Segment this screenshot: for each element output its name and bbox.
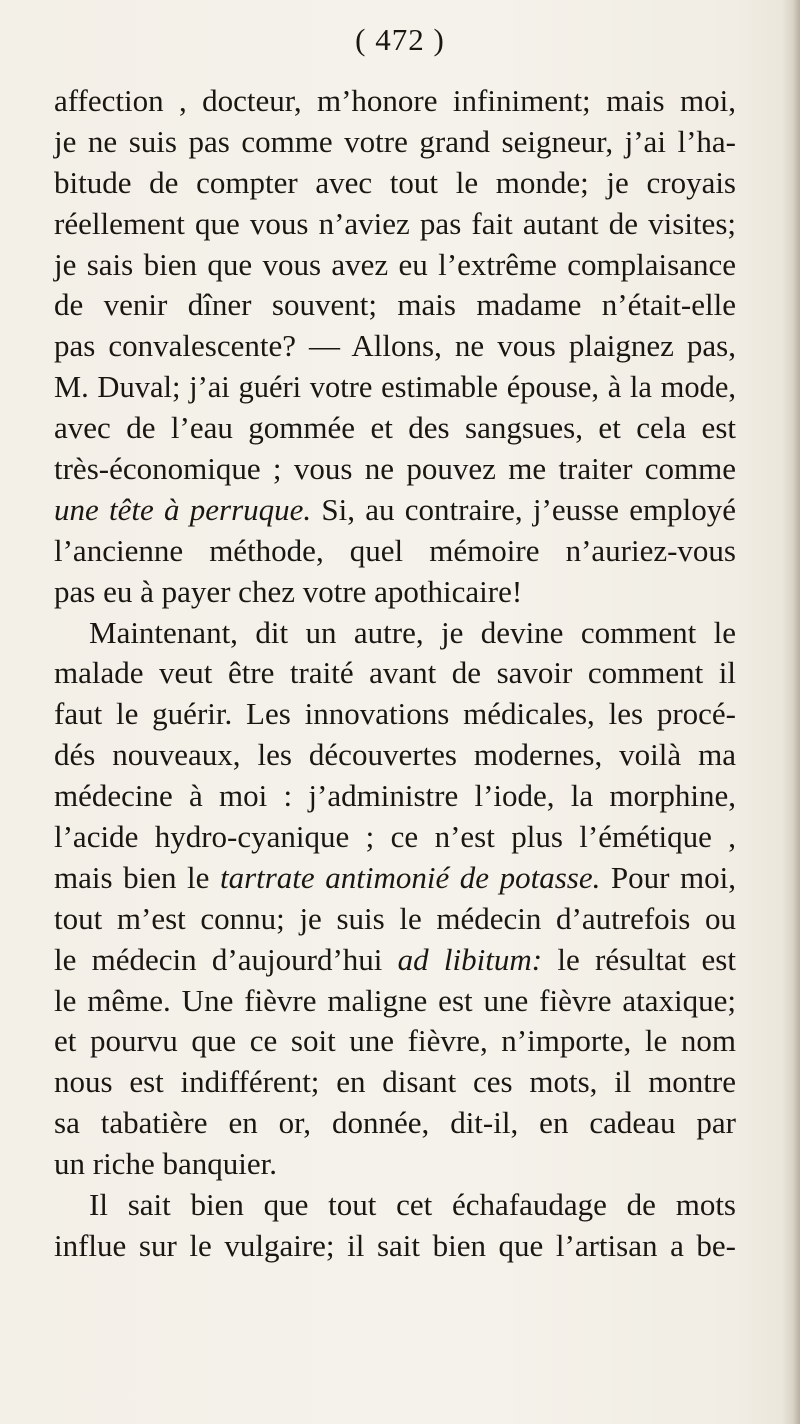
text-run: Si, au contraire, j’eusse employé	[311, 491, 736, 527]
text-run: un riche banquier.	[54, 1146, 277, 1182]
text-line	[54, 694, 736, 735]
page-number: ( 472 )	[355, 22, 445, 57]
text-line	[54, 653, 736, 694]
italic-phrase: une tête à perruque.	[54, 491, 312, 527]
text-line	[54, 490, 736, 531]
text-run: mais bien le	[54, 859, 220, 895]
text-line	[54, 858, 736, 899]
text-line	[54, 735, 736, 776]
text-run: faut le guérir. Les innovations médicales, les procé-	[54, 696, 736, 732]
text-line	[54, 449, 736, 490]
text-run: médecine à moi : j’administre l’iode, la morphine,	[54, 778, 736, 814]
body-text	[54, 81, 736, 1267]
text-run: affection , docteur, m’honore infiniment; mais moi,	[54, 83, 736, 118]
text-line	[54, 245, 736, 286]
text-run: réellement que vous n’aviez pas fait autant de visites;	[54, 205, 736, 241]
text-run: le même. Une fièvre maligne est une fièvre ataxique;	[54, 982, 736, 1018]
text-run: pas eu à payer chez votre apothicaire!	[54, 573, 523, 609]
text-line	[54, 613, 736, 654]
text-line	[54, 285, 736, 326]
text-run: avec de l’eau gommée et des sangsues, et cela est	[54, 410, 736, 446]
text-run: nous est indifférent; en disant ces mots, il montre	[54, 1064, 736, 1100]
text-run: et pourvu que ce soit une fièvre, n’importe, le nom	[54, 1023, 736, 1059]
text-run: malade veut être traité avant de savoir comment il	[54, 655, 736, 691]
text-run: le médecin d’aujourd’hui	[54, 941, 398, 977]
text-line	[54, 367, 736, 408]
text-line	[54, 326, 736, 367]
text-run: tout m’est connu; je suis le médecin d’autrefois ou	[54, 900, 736, 936]
text-line	[54, 899, 736, 940]
text-run: bitude de compter avec tout le monde; je croyais	[54, 164, 736, 200]
text-line	[54, 572, 736, 613]
italic-phrase: tartrate antimonié de potasse.	[219, 859, 601, 895]
text-run: Pour moi,	[600, 859, 736, 895]
text-run: de venir dîner souvent; mais madame n’était-elle	[54, 287, 736, 323]
text-run: M. Duval; j’ai guéri votre estimable épouse, à la mode,	[54, 370, 736, 405]
text-line	[54, 776, 736, 817]
text-line	[54, 1144, 736, 1185]
text-line	[54, 163, 736, 204]
text-run: influe sur le vulgaire; il sait bien que l’artisan a be-	[54, 1227, 736, 1263]
text-line	[54, 1103, 736, 1144]
page-edge-shadow	[782, 0, 800, 1424]
text-line	[54, 81, 736, 122]
text-run: Maintenant, dit un autre, je devine comment le	[89, 614, 736, 650]
italic-phrase: ad libitum:	[397, 941, 543, 977]
text-line	[54, 204, 736, 245]
text-run: l’acide hydro-cyanique ; ce n’est plus l’émétique ,	[54, 819, 736, 855]
text-line	[54, 408, 736, 449]
text-line	[54, 1226, 736, 1267]
text-run: sa tabatière en or, donnée, dit-il, en cadeau par	[54, 1105, 736, 1141]
text-run: je ne suis pas comme votre grand seigneur, j’ai l’ha-	[54, 123, 736, 159]
text-run: pas convalescente? — Allons, ne vous plaignez pas,	[54, 328, 736, 364]
text-line	[54, 981, 736, 1022]
text-line	[54, 940, 736, 981]
text-line	[54, 531, 736, 572]
text-run: Il sait bien que tout cet échafaudage de mots	[89, 1187, 736, 1223]
text-run: très-économique ; vous ne pouvez me traiter comme	[54, 451, 736, 487]
text-line	[54, 122, 736, 163]
text-run: je sais bien que vous avez eu l’extrême complaisance	[54, 246, 736, 282]
text-line	[54, 817, 736, 858]
text-run: dés nouveaux, les découvertes modernes, voilà ma	[54, 737, 736, 773]
text-run: l’ancienne méthode, quel mémoire n’auriez-vous	[54, 532, 736, 568]
text-run: le résultat est	[542, 941, 736, 977]
text-line	[54, 1021, 736, 1062]
text-line	[54, 1185, 736, 1226]
text-line	[54, 1062, 736, 1103]
